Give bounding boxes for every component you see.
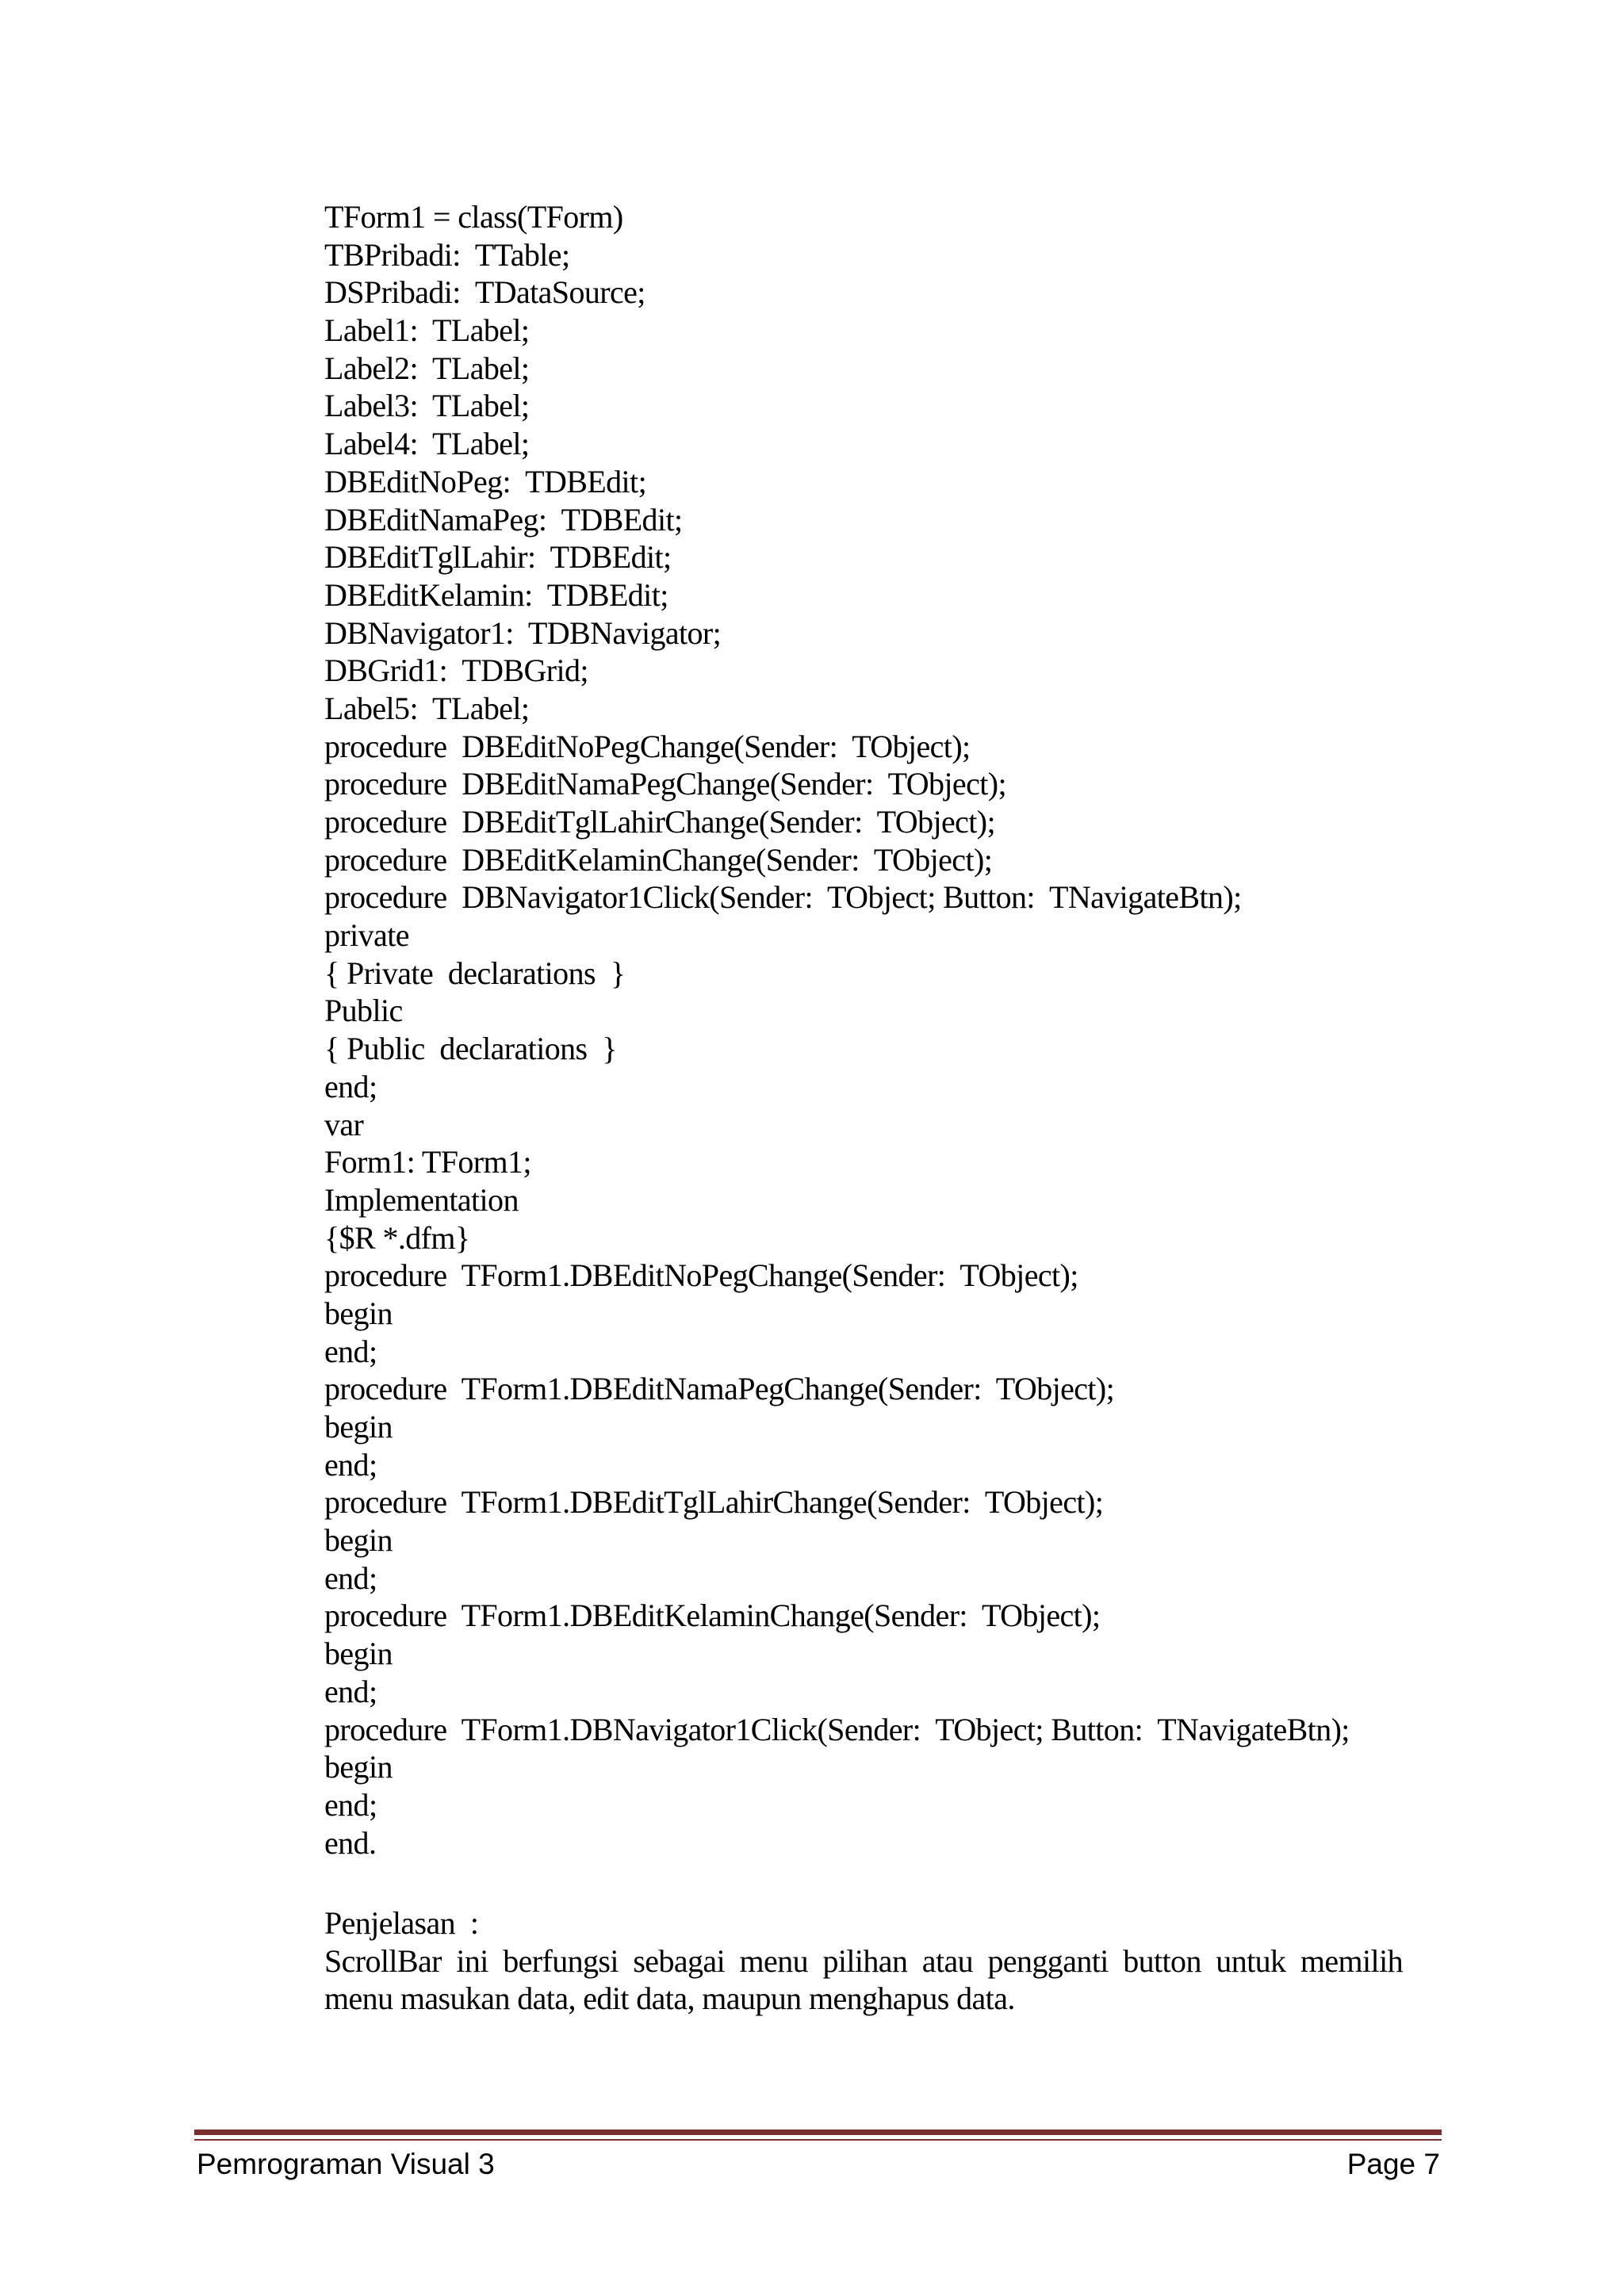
code-line: procedure DBEditNoPegChange(Sender: TObject); <box>324 728 971 764</box>
code-line: Label5: TLabel; <box>324 690 530 726</box>
code-line: { Public declarations } <box>324 1031 617 1067</box>
code-line: DBEditNamaPeg: TDBEdit; <box>324 501 683 538</box>
code-line: private <box>324 917 409 954</box>
code-line: Form1: TForm1; <box>324 1144 531 1181</box>
code-line: DBGrid1: TDBGrid; <box>324 652 588 689</box>
code-line: var <box>324 1106 364 1142</box>
code-line: Label3: TLabel; <box>324 388 530 424</box>
code-line: end; <box>324 1446 377 1483</box>
code-line: end; <box>324 1673 377 1709</box>
code-line: Label1: TLabel; <box>324 312 530 349</box>
code-line: Public <box>324 993 403 1029</box>
code-line: end; <box>324 1333 377 1369</box>
code-listing <box>324 198 1434 1862</box>
code-line: procedure TForm1.DBEditTglLahirChange(Sender: TObject); <box>324 1484 1104 1521</box>
code-line: DBEditTglLahir: TDBEdit; <box>324 539 672 576</box>
code-line: { Private declarations } <box>324 955 626 991</box>
code-line: procedure DBEditNamaPegChange(Sender: TObject); <box>324 766 1006 802</box>
footer-divider-thin <box>194 2139 1442 2141</box>
explanation-section <box>324 1904 1403 2018</box>
code-line: DSPribadi: TDataSource; <box>324 274 645 311</box>
explanation-paragraph: ScrollBar ini berfungsi sebagai menu pilihan atau pengganti button untuk memilih menu masukan data, edit data, maupun menghapus data. <box>324 1942 1403 2017</box>
code-line: procedure DBEditTglLahirChange(Sender: TObject); <box>324 804 996 840</box>
code-line: begin <box>324 1409 393 1445</box>
code-line: begin <box>324 1636 393 1672</box>
code-line: procedure TForm1.DBEditKelaminChange(Sender: TObject); <box>324 1598 1101 1634</box>
code-line: begin <box>324 1749 393 1785</box>
code-line: Label4: TLabel; <box>324 426 530 462</box>
code-line: TBPribadi: TTable; <box>324 236 570 273</box>
code-line: procedure TForm1.DBNavigator1Click(Sender: TObject; Button: TNavigateBtn); <box>324 1711 1350 1747</box>
code-line: begin <box>324 1522 393 1559</box>
code-line: DBNavigator1: TDBNavigator; <box>324 614 722 651</box>
code-line: begin <box>324 1295 393 1331</box>
code-line: Label2: TLabel; <box>324 350 530 386</box>
code-line: end. <box>324 1824 377 1861</box>
footer-title: Pemrograman Visual 3 <box>197 2148 495 2180</box>
code-line: end; <box>324 1559 377 1596</box>
code-line: procedure TForm1.DBEditNoPegChange(Sender: TObject); <box>324 1257 1078 1294</box>
code-line: Implementation <box>324 1181 519 1218</box>
code-line: end; <box>324 1068 377 1104</box>
code-line: procedure DBEditKelaminChange(Sender: TObject); <box>324 841 993 878</box>
explanation-heading: Penjelasan : <box>324 1905 479 1941</box>
code-line: TForm1 = class(TForm) <box>324 199 623 235</box>
code-line: DBEditNoPeg: TDBEdit; <box>324 463 647 499</box>
code-line: procedure DBNavigator1Click(Sender: TObject; Button: TNavigateBtn); <box>324 879 1242 916</box>
footer-divider <box>194 2130 1442 2135</box>
code-line: procedure TForm1.DBEditNamaPegChange(Sender: TObject); <box>324 1371 1115 1407</box>
code-line: DBEditKelamin: TDBEdit; <box>324 576 668 613</box>
page-number: Page 7 <box>1346 2148 1440 2180</box>
code-line: end; <box>324 1786 377 1823</box>
code-line: {$R *.dfm} <box>324 1219 470 1256</box>
